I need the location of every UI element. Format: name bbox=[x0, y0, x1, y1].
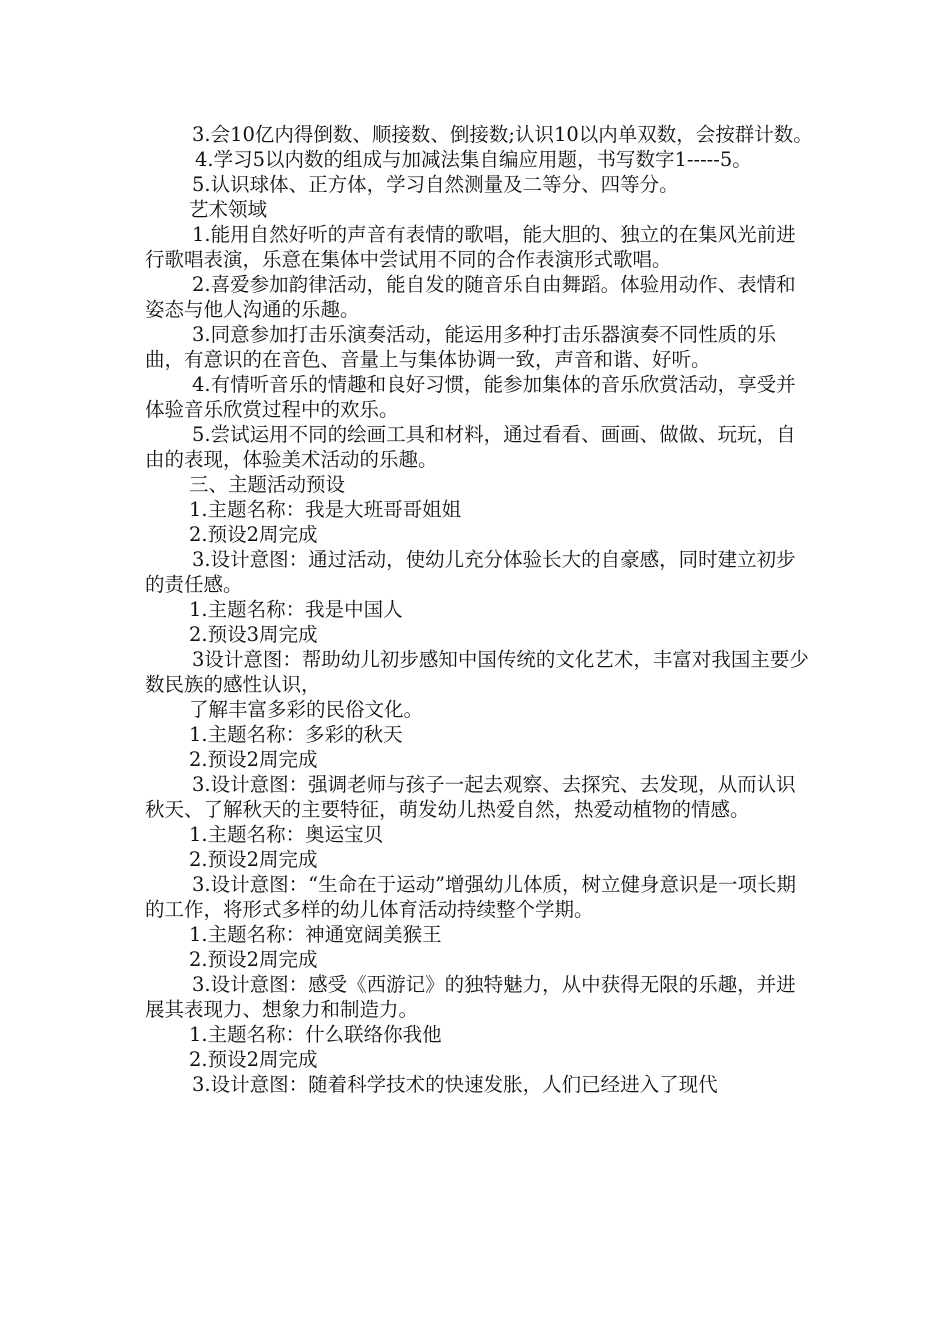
paragraph: 1.主题名称：我是大班哥哥姐姐 bbox=[189, 498, 462, 521]
paragraph: 2.喜爱参加韵律活动，能自发的随音乐自由舞蹈。体验用动作、表情和姿态与他人沟通的乐趣。 bbox=[145, 273, 796, 321]
paragraph: 3.设计意图：随着科学技术的快速发胀，人们已经进入了现代 bbox=[192, 1073, 718, 1096]
paragraph: 4.有情听音乐的情趣和良好习惯，能参加集体的音乐欣赏活动，享受并体验音乐欣赏过程中的欢乐。 bbox=[145, 373, 796, 421]
paragraph: 2.预设2周完成 bbox=[189, 948, 318, 971]
paragraph: 3.设计意图：感受《西游记》的独特魅力，从中获得无限的乐趣，并进展其表现力、想象力和制造力。 bbox=[145, 973, 796, 1021]
paragraph: 1.主题名称：神通宽阔美猴王 bbox=[189, 923, 442, 946]
section-heading: 三、主题活动预设 bbox=[189, 473, 346, 496]
paragraph: 3.设计意图：通过活动，使幼儿充分体验长大的自豪感，同时建立初步的责任感。 bbox=[145, 548, 796, 596]
paragraph: 2.预设2周完成 bbox=[189, 1048, 318, 1071]
paragraph: 1.主题名称：我是中国人 bbox=[189, 598, 403, 621]
paragraph: 3设计意图：帮助幼儿初步感知中国传统的文化艺术，丰富对我国主要少数民族的感性认识， bbox=[145, 648, 809, 696]
paragraph: 3.设计意图：强调老师与孩子一起去观察、去探究、去发现，从而认识秋天、了解秋天的主要特征，萌发幼儿热爱自然，热爱动植物的情感。 bbox=[145, 773, 796, 821]
paragraph: 5.认识球体、正方体，学习自然测量及二等分、四等分。 bbox=[192, 173, 679, 196]
paragraph: 4.学习5以内数的组成与加减法集自编应用题，书写数字1-----5。 bbox=[195, 148, 752, 171]
paragraph: 了解丰富多彩的民俗文化。 bbox=[189, 698, 424, 721]
paragraph: 2.预设2周完成 bbox=[189, 748, 318, 771]
section-heading: 艺术领域 bbox=[189, 198, 268, 221]
paragraph: 3.设计意图：“生命在于运动”增强幼儿体质，树立健身意识是一项长期的工作，将形式多样的幼儿体育活动持续整个学期。 bbox=[145, 873, 797, 921]
document-body bbox=[145, 122, 815, 1097]
paragraph: 3.同意参加打击乐演奏活动，能运用多种打击乐器演奏不同性质的乐曲，有意识的在音色、音量上与集体协调一致，声音和谐、好听。 bbox=[145, 323, 777, 371]
paragraph: 2.预设2周完成 bbox=[189, 848, 318, 871]
paragraph: 1.主题名称：奥运宝贝 bbox=[189, 823, 384, 846]
paragraph: 1.主题名称：多彩的秋天 bbox=[189, 723, 403, 746]
paragraph: 5.尝试运用不同的绘画工具和材料，通过看看、画画、做做、玩玩，自由的表现，体验美术活动的乐趣。 bbox=[145, 423, 796, 471]
paragraph: 3.会10亿内得倒数、顺接数、倒接数;认识10以内单双数，会按群计数。 bbox=[192, 123, 813, 146]
paragraph: 1.能用自然好听的声音有表情的歌唱，能大胆的、独立的在集风光前进行歌唱表演，乐意在集体中尝试用不同的合作表演形式歌唱。 bbox=[145, 223, 796, 271]
paragraph: 2.预设2周完成 bbox=[189, 523, 318, 546]
paragraph: 1.主题名称：什么联络你我他 bbox=[189, 1023, 442, 1046]
paragraph: 2.预设3周完成 bbox=[189, 623, 318, 646]
